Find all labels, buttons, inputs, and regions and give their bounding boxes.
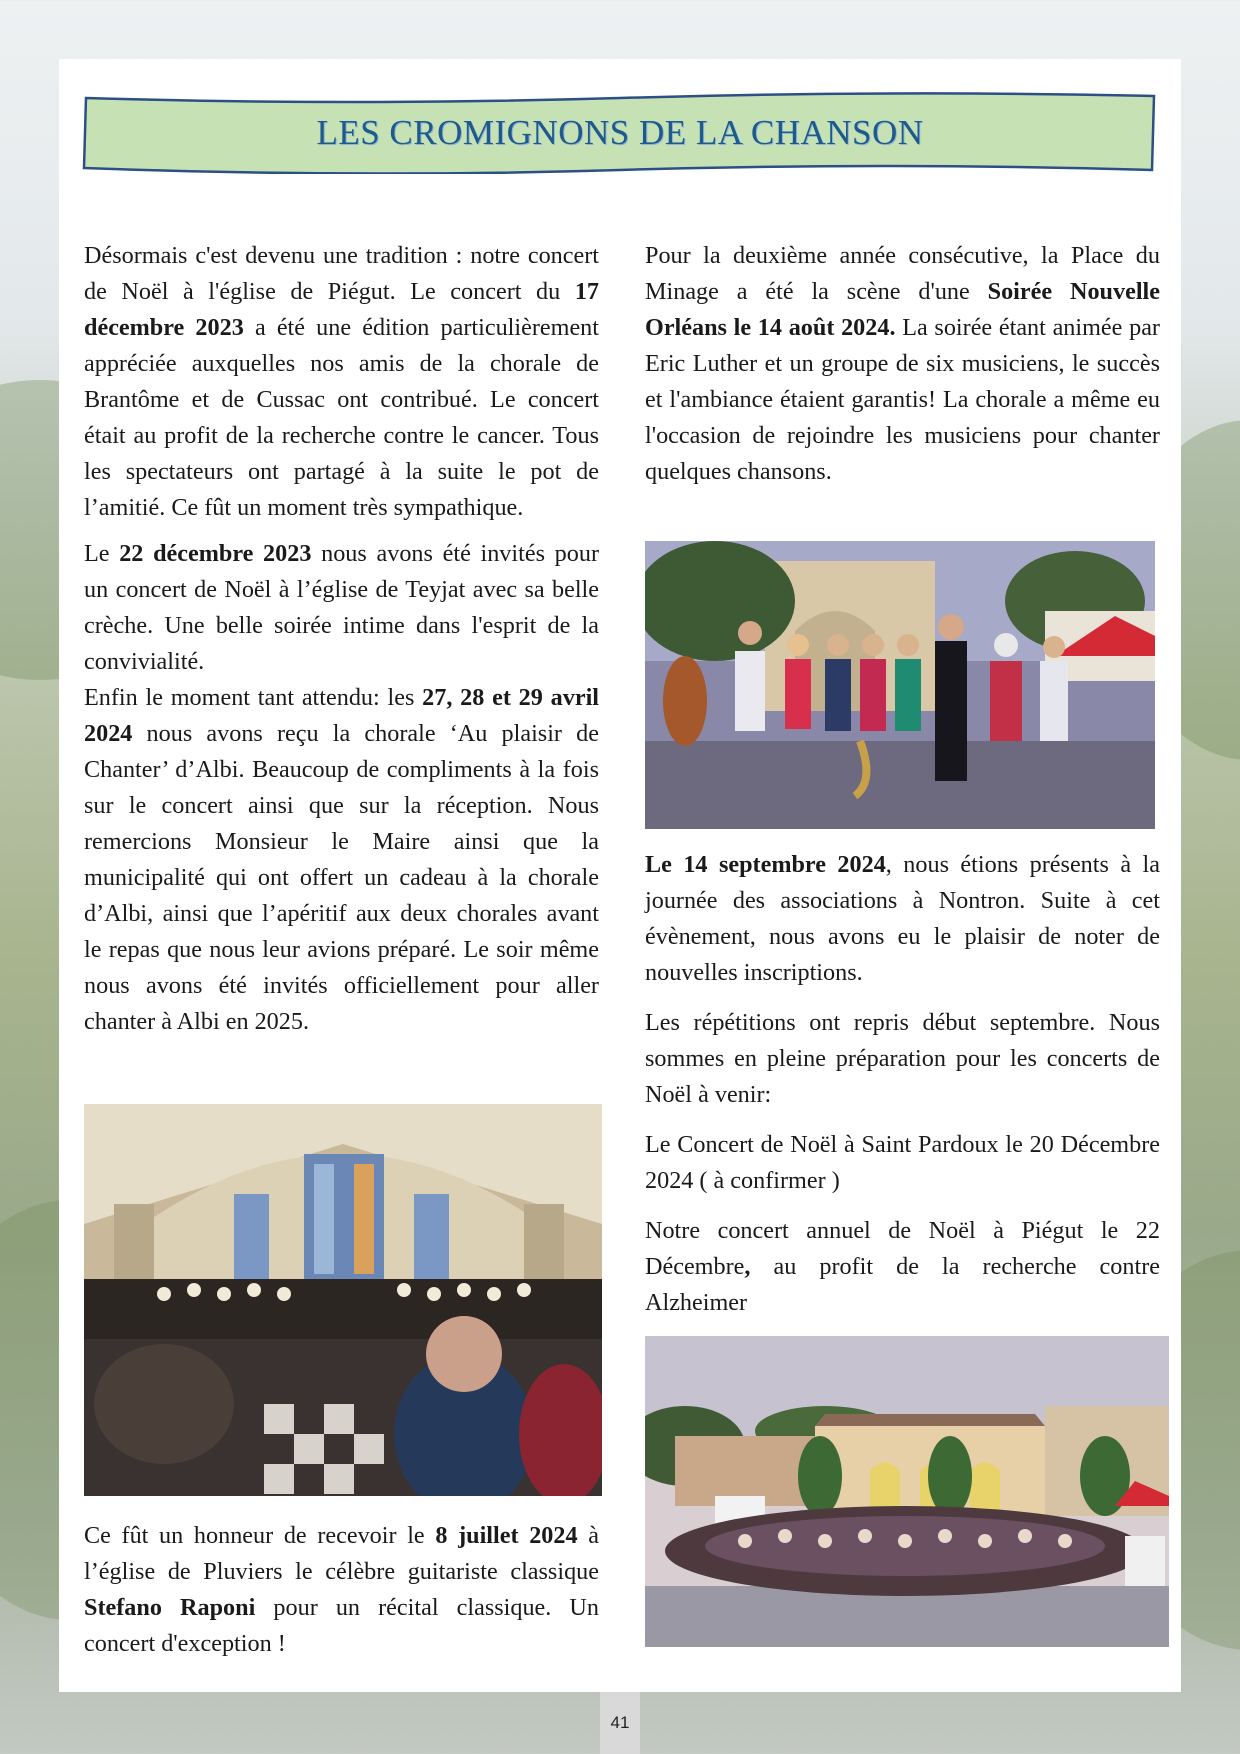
paragraph	[645, 847, 1160, 991]
text: Enfin le moment tant attendu: les	[84, 684, 423, 711]
text: Le	[84, 540, 120, 567]
paragraph	[645, 1213, 1160, 1321]
left-column-bottom	[84, 1518, 599, 1662]
paragraph: Les répétitions ont repris début septembre. Nous sommes en pleine préparation pour les concerts de Noël à venir:	[645, 1009, 1160, 1108]
right-column	[645, 238, 1160, 490]
text: , nous étions présents à la journée des associations à Nontron. Suite à cet évènement, nous avons eu le plaisir de noter de nouvelles inscriptions.	[645, 851, 1160, 986]
bold-text: 17 décembre 2023	[84, 278, 599, 341]
right-column-middle	[645, 847, 1160, 1321]
page-title: LES CROMIGNONS DE LA CHANSON	[316, 113, 924, 152]
title-banner	[82, 92, 1158, 174]
text: Désormais c'est devenu une tradition : notre concert de Noël à l'église de Piégut. Le concert du	[84, 242, 599, 305]
text: Pour la deuxième année consécutive, la Place du Minage a été la scène d'une	[645, 242, 1160, 305]
paragraph	[645, 238, 1160, 490]
bold-text: Le 14 septembre 2024	[645, 851, 886, 878]
outdoor-dinner-photo	[645, 1336, 1169, 1647]
jazz-evening-photo	[645, 541, 1155, 829]
text: à l’église de Pluviers le célèbre guitariste classique	[84, 1522, 599, 1585]
text: La soirée étant animée par Eric Luther et un groupe de six musiciens, le succès et l'ambiance étaient garantis! La chorale a même eu l'occasion de rejoindre les musiciens pour chanter quelques chansons.	[645, 314, 1160, 485]
text: au profit de la recherche contre Alzheimer	[645, 1253, 1160, 1316]
bold-text: 22 décembre 2023	[119, 540, 312, 567]
left-column	[84, 238, 599, 1040]
bold-text: Soirée Nouvelle Orléans le 14 août 2024.	[645, 278, 1160, 341]
paragraph	[84, 536, 599, 680]
paragraph	[84, 1518, 599, 1662]
paragraph: Le Concert de Noël à Saint Pardoux le 20 Décembre 2024 ( à confirmer )	[645, 1131, 1160, 1194]
paragraph	[84, 680, 599, 1040]
text: pour un récital classique. Un concert d'exception !	[84, 1594, 599, 1657]
text: nous avons reçu la chorale ‘Au plaisir de Chanter’ d’Albi. Beaucoup de compliments à la fois sur le concert ainsi que sur la réception. Nous remercions Monsieur le Maire ainsi que la municipalité qui ont offert un cadeau à la chorale d’Albi, ainsi que l’apéritif aux deux chorales avant le repas que nous leur avions préparé. Le soir même nous avons été invités officiellement pour aller chanter à Albi en 2025.	[84, 720, 599, 1035]
text: nous avons été invités pour un concert de Noël à l’église de Teyjat avec sa belle crèche. Une belle soirée intime dans l'esprit de la convivialité.	[84, 540, 600, 675]
text: Notre concert annuel de Noël à Piégut le 22 Décembre	[645, 1217, 1160, 1280]
paragraph	[84, 238, 599, 526]
page-number: 41	[600, 1692, 640, 1754]
bold-text: 8 juillet 2024	[435, 1522, 578, 1549]
bold-text: ,	[744, 1253, 751, 1280]
text: a été une édition particulièrement appréciée auxquelles nos amis de la chorale de Brantôme et de Cussac ont contribué. Le concert était au profit de la recherche contre le cancer. Tous les spectateurs ont partagé à la suite le pot de l’amitié. Ce fût un moment très sympathique.	[84, 314, 599, 521]
bold-text: Stefano Raponi	[84, 1594, 256, 1621]
text: Ce fût un honneur de recevoir le	[84, 1522, 436, 1549]
church-concert-photo	[84, 1104, 602, 1496]
bold-text: 27, 28 et 29 avril 2024	[84, 684, 600, 747]
